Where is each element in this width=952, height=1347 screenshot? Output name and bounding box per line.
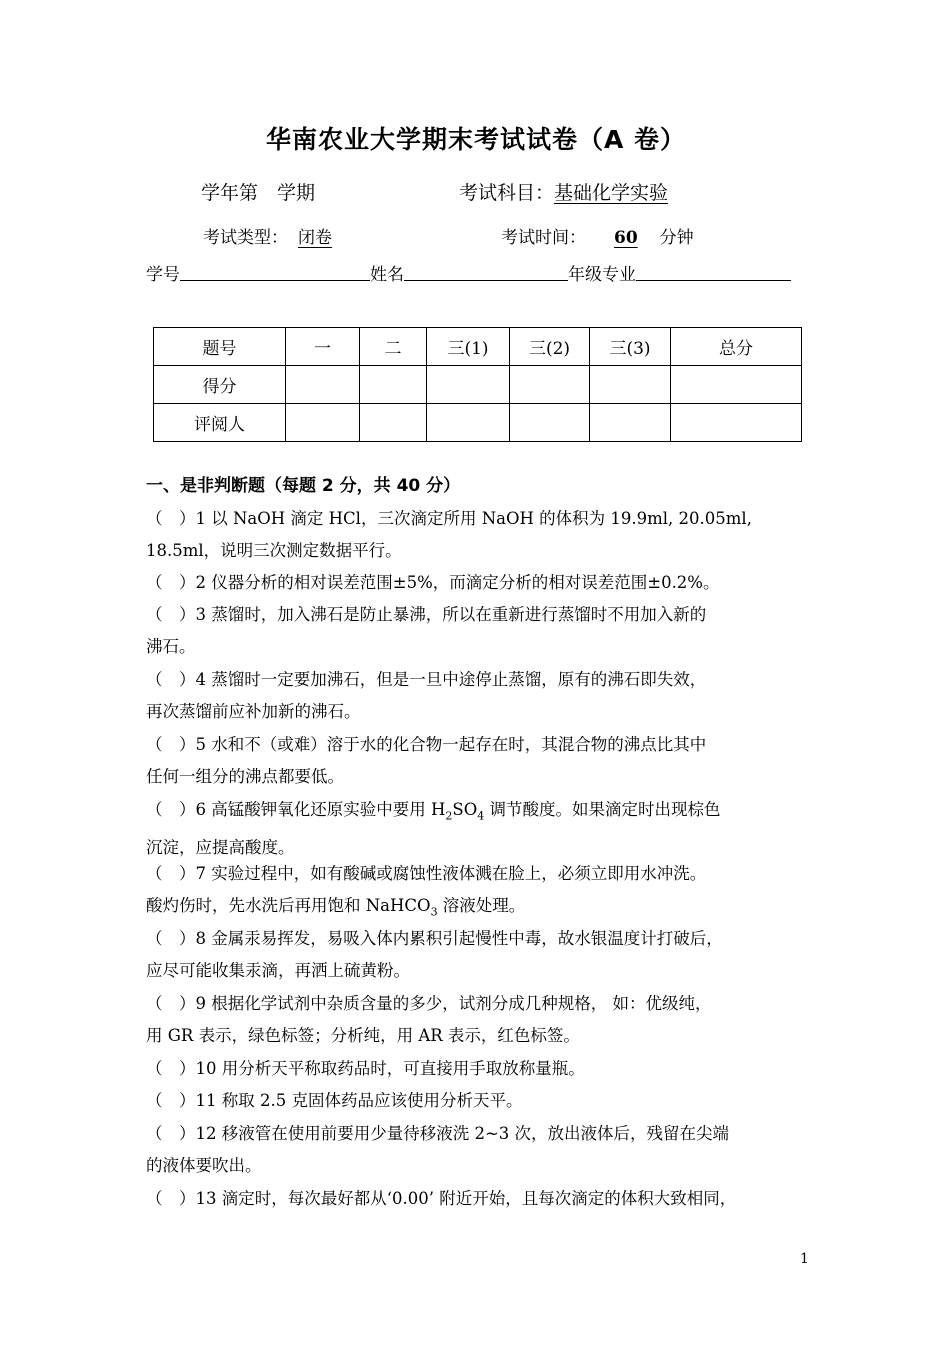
question-4 xyxy=(146,664,808,728)
grader-cell[interactable] xyxy=(360,404,427,442)
score-cell[interactable] xyxy=(427,366,510,404)
question-5 xyxy=(146,729,808,793)
exam-time-value: 60 xyxy=(614,228,638,248)
student-id-label: 学号 xyxy=(146,265,180,285)
question-line: 沸石。 xyxy=(146,637,196,656)
score-row xyxy=(154,366,802,404)
grader-cell[interactable] xyxy=(590,404,671,442)
header-cell: 题号 xyxy=(154,328,286,366)
exam-time-label: 考试时间： xyxy=(501,228,586,248)
question-7 xyxy=(146,858,808,928)
text-segment: 酸灼伤时，先水洗后再用饱和 NaHCO xyxy=(146,896,431,915)
score-table xyxy=(153,327,802,442)
question-line: （ ）3 蒸馏时，加入沸石是防止暴沸，所以在重新进行蒸馏时不用加入新的 xyxy=(146,605,707,624)
question-line: （ ）13 滴定时，每次最好都从‘0.00’ 附近开始，且每次滴定的体积大致相同， xyxy=(146,1189,737,1208)
score-cell[interactable] xyxy=(590,366,671,404)
name-label: 姓名 xyxy=(370,265,404,285)
text-segment: SO xyxy=(452,800,478,819)
question-3 xyxy=(146,599,808,663)
student-id-blank[interactable] xyxy=(180,260,370,281)
question-line: （ ）10 用分析天平称取药品时，可直接用手取放称量瓶。 xyxy=(146,1059,585,1078)
question-line: 的液体要吹出。 xyxy=(146,1156,262,1175)
question-line: 任何一组分的沸点都要低。 xyxy=(146,767,344,786)
grader-row xyxy=(154,404,802,442)
question-line: 应尽可能收集汞滴，再洒上硫黄粉。 xyxy=(146,961,410,980)
grader-cell[interactable] xyxy=(286,404,360,442)
question-9 xyxy=(146,988,808,1052)
question-8 xyxy=(146,923,808,987)
subject-label: 考试科目： xyxy=(459,182,555,204)
question-line: 用 GR 表示，绿色标签；分析纯，用 AR 表示，红色标签。 xyxy=(146,1026,580,1045)
score-table-header-row xyxy=(154,328,802,366)
question-6 xyxy=(146,794,808,864)
grade-major-label: 年级专业 xyxy=(568,265,636,285)
question-2 xyxy=(146,567,808,599)
grader-cell[interactable] xyxy=(671,404,802,442)
text-segment: 调节酸度。如果滴定时出现棕色 xyxy=(484,800,721,819)
row-label: 得分 xyxy=(154,366,286,404)
exam-time-unit: 分钟 xyxy=(659,228,694,248)
question-line: （ ）11 称取 2.5 克固体药品应该使用分析天平。 xyxy=(146,1091,523,1110)
subscript: 2 xyxy=(445,809,453,823)
question-1 xyxy=(146,503,808,567)
question-13 xyxy=(146,1183,808,1215)
header-cell: 总分 xyxy=(671,328,802,366)
question-line: 18.5ml，说明三次测定数据平行。 xyxy=(146,541,402,560)
score-cell[interactable] xyxy=(510,366,590,404)
grader-cell[interactable] xyxy=(427,404,510,442)
question-line: （ ）8 金属汞易挥发，易吸入体内累积引起慢性中毒，故水银温度计打破后， xyxy=(146,929,723,948)
row-label: 评阅人 xyxy=(154,404,286,442)
question-line: 沉淀，应提高酸度。 xyxy=(146,838,295,858)
section-heading: 一、是非判断题（每题 2 分，共 40 分） xyxy=(146,476,461,496)
grade-major-blank[interactable] xyxy=(636,260,791,281)
header-cell: 三(2) xyxy=(510,328,590,366)
question-11 xyxy=(146,1085,808,1117)
question-line: （ ）12 移液管在使用前要用少量待移液洗 2~3 次，放出液体后，残留在尖端 xyxy=(146,1124,730,1143)
text-segment: （ ）6 高锰酸钾氧化还原实验中要用 H xyxy=(146,800,446,819)
header-cell: 三(3) xyxy=(590,328,671,366)
exam-time-field xyxy=(501,223,694,248)
score-cell[interactable] xyxy=(671,366,802,404)
header-cell: 一 xyxy=(286,328,360,366)
subscript: 4 xyxy=(477,809,485,823)
question-line xyxy=(146,794,808,832)
term-field: 学年第 学期 xyxy=(201,182,316,204)
question-10 xyxy=(146,1053,808,1085)
question-line: （ ）5 水和不（或难）溶于水的化合物一起存在时，其混合物的沸点比其中 xyxy=(146,735,707,754)
header-cell: 三(1) xyxy=(427,328,510,366)
subject-field xyxy=(459,178,668,205)
question-12 xyxy=(146,1118,808,1182)
header-cell: 二 xyxy=(360,328,427,366)
question-line: 再次蒸馏前应补加新的沸石。 xyxy=(146,702,361,721)
exam-type-field xyxy=(203,223,342,248)
exam-type-value: 闭卷 xyxy=(298,228,332,248)
subject-value: 基础化学实验 xyxy=(554,182,669,204)
exam-type-label: 考试类型： xyxy=(203,228,288,248)
grader-cell[interactable] xyxy=(510,404,590,442)
name-blank[interactable] xyxy=(404,260,568,281)
score-cell[interactable] xyxy=(286,366,360,404)
question-line: （ ）1 以 NaOH 滴定 HCl，三次滴定所用 NaOH 的体积为 19.9ml, 20.05ml, xyxy=(146,509,752,528)
subscript: 3 xyxy=(430,905,438,919)
question-line: （ ）7 实验过程中，如有酸碱或腐蚀性液体溅在脸上，必须立即用水冲洗。 xyxy=(146,864,707,883)
question-line: （ ）9 根据化学试剂中杂质含量的多少，试剂分成几种规格， 如：优级纯， xyxy=(146,994,712,1013)
page-number: 1 xyxy=(800,1251,809,1267)
question-line: （ ）2 仪器分析的相对误差范围±5%，而滴定分析的相对误差范围±0.2%。 xyxy=(146,573,720,592)
text-segment: 溶液处理。 xyxy=(437,896,526,915)
score-cell[interactable] xyxy=(360,366,427,404)
question-line: （ ）4 蒸馏时一定要加沸石，但是一旦中途停止蒸馏，原有的沸石即失效， xyxy=(146,670,707,689)
exam-title: 华南农业大学期末考试试卷（A 卷） xyxy=(265,125,687,154)
student-info-line xyxy=(146,260,791,285)
